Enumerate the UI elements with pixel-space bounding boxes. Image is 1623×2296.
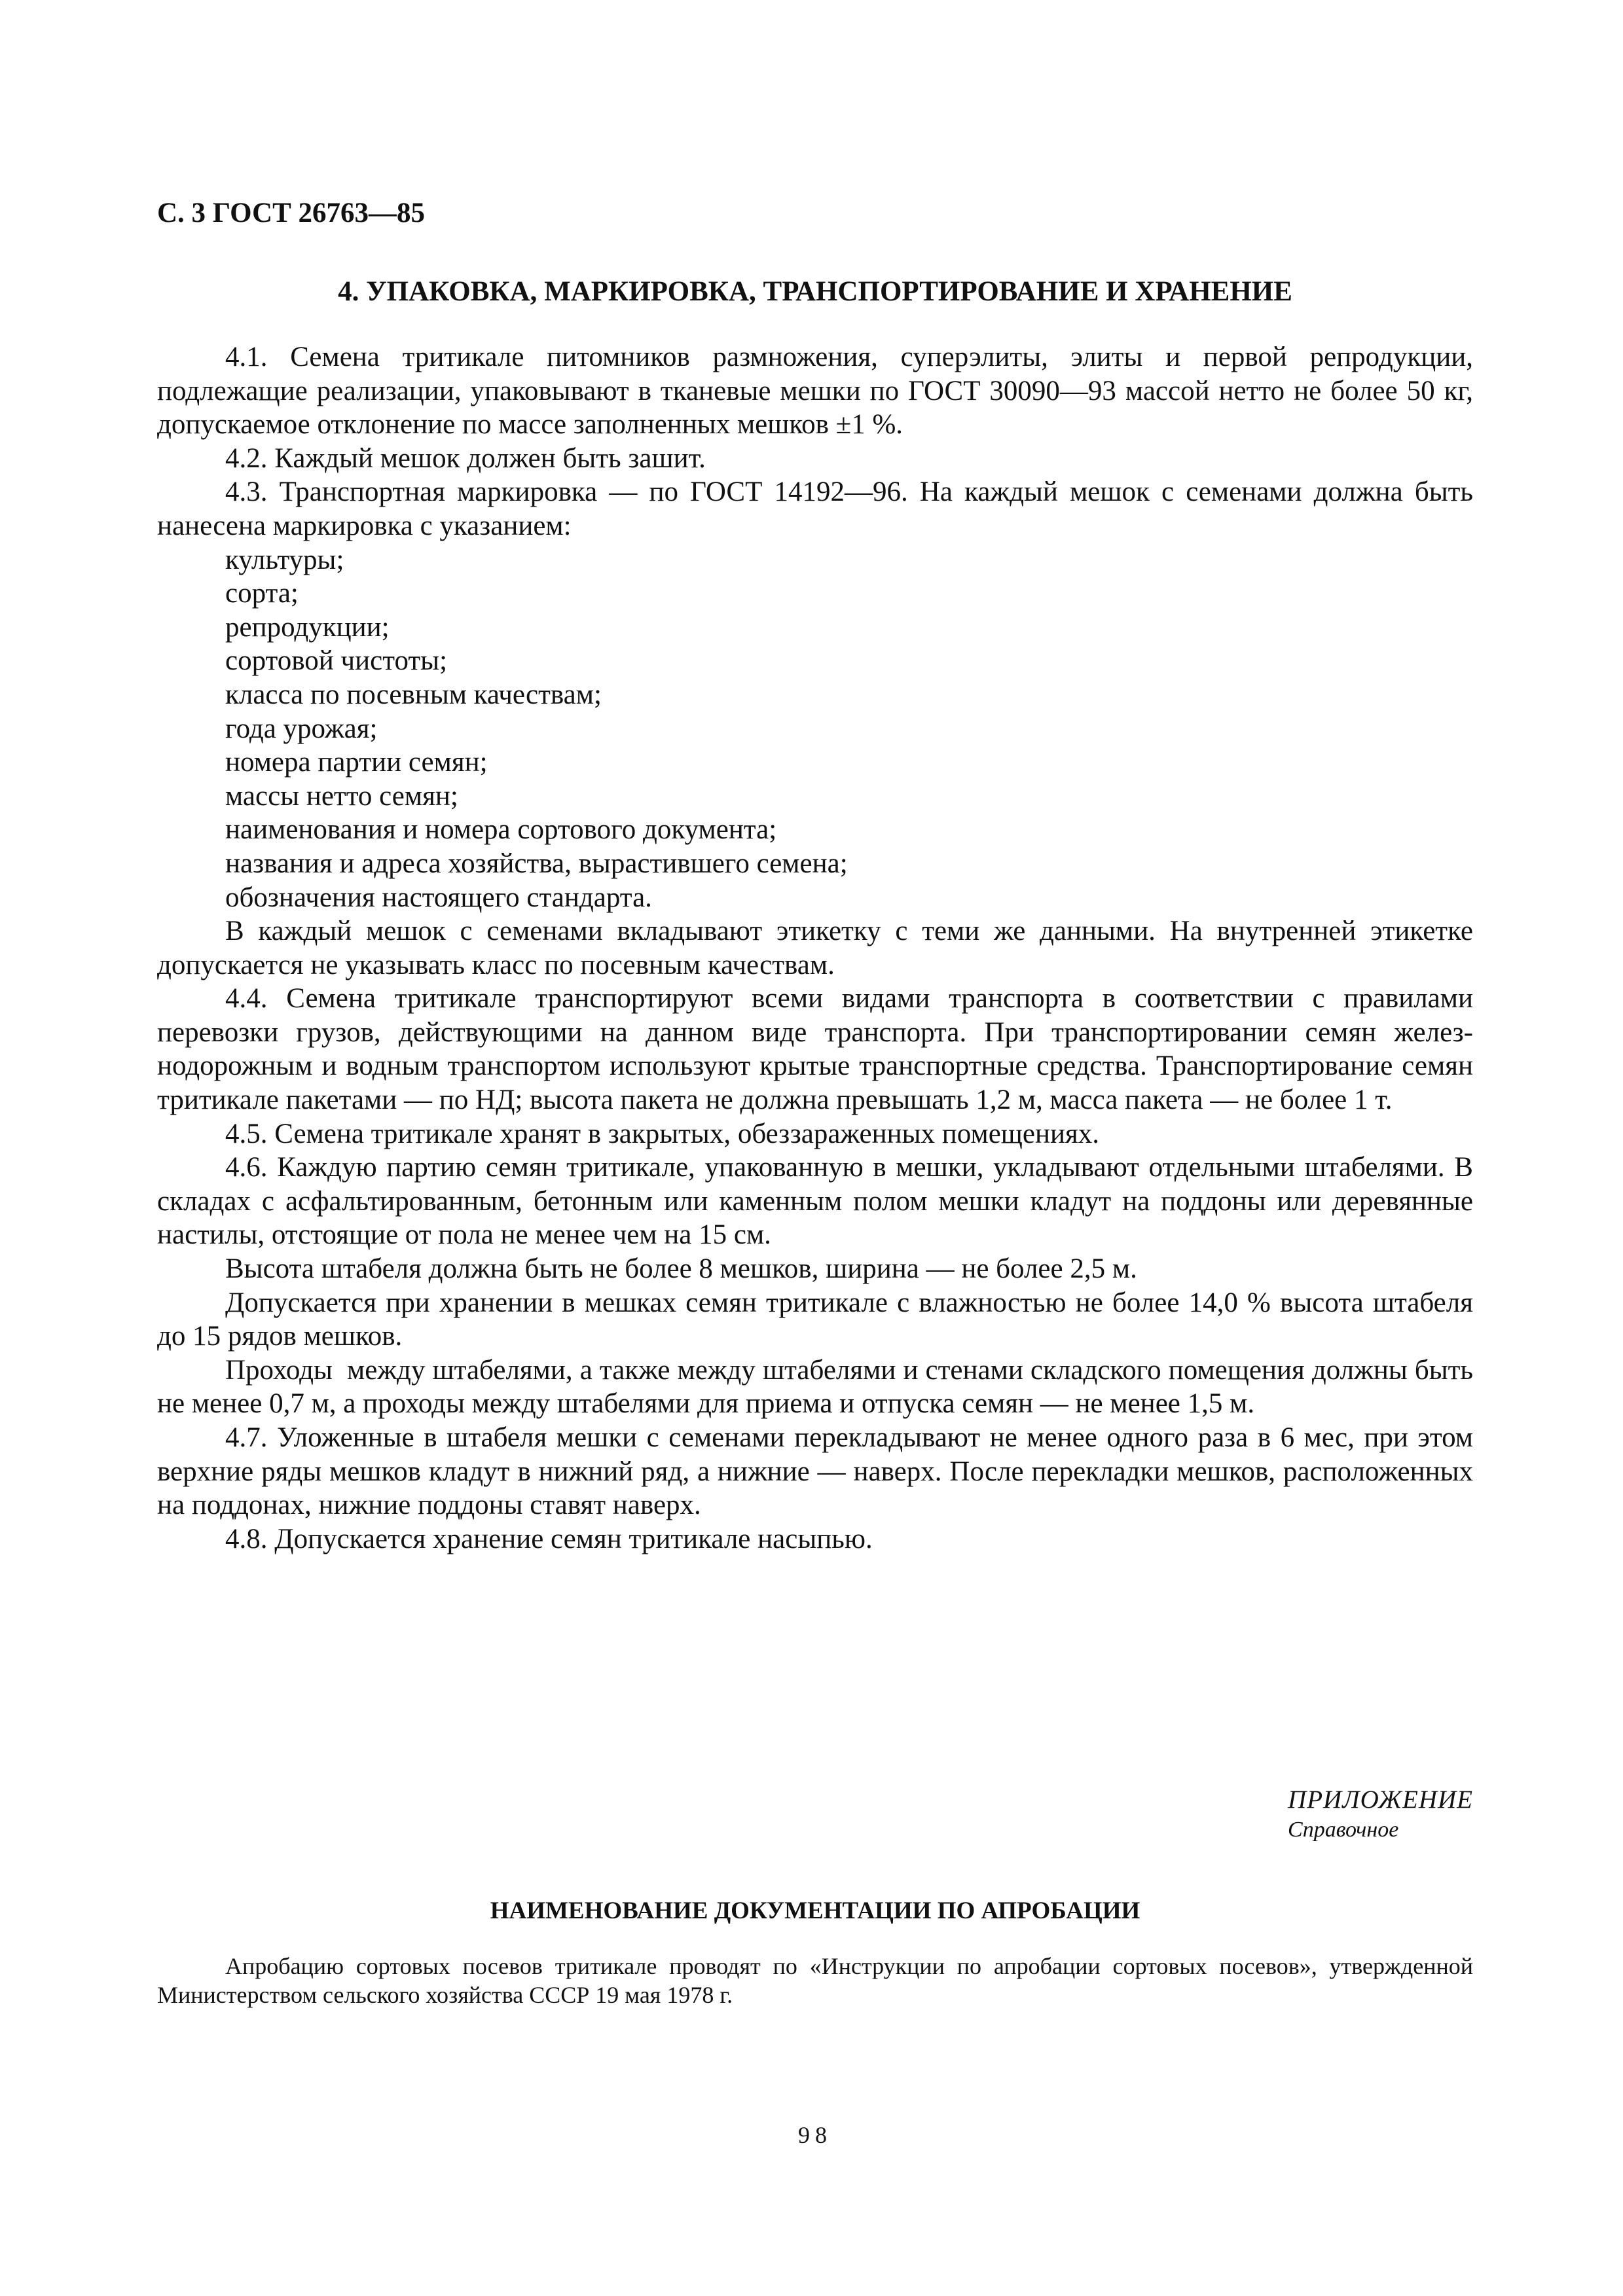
list-item: сорта; [225,578,299,609]
list-item: культуры; [225,544,344,575]
page-number: 98 [798,2122,832,2148]
paragraph-4-2: 4.2. Каждый мешок должен быть зашит. [225,442,706,474]
paragraph-4-4: 4.4. Семена тритикале транспортируют всеми видами транспорта в соответствии с правилами перевозки грузов, действующими на данном виде транспорта. При транспортировании семян железнодорожным и водным транспортом используют крытые транспортные средства. Транспортирование семян тритикале пакетами — по НД; высота пакета не должна превышать 1,2 м, масса пакета — не более 1 т. [157,983,1473,1116]
paragraph-4-8: 4.8. Допускается хранение семян тритикале насыпью. [225,1523,873,1554]
running-header: С. 3 ГОСТ 26763—85 [157,198,426,228]
appendix-title: НАИМЕНОВАНИЕ ДОКУМЕНТАЦИИ ПО АПРОБАЦИИ [490,1897,1140,1924]
appendix-text: Апробацию сортовых посевов тритикале проводят по «Инструкции по апробации сортовых посевов», утвержденной Министерством сельского хозяйства СССР 19 мая 1978 г. [157,1953,1473,2008]
appendix-heading [1288,1784,1473,1844]
list-item: репродукции; [225,611,390,643]
section-body [157,340,1480,1556]
document-page [157,0,1480,2296]
list-item: обозначения настоящего стандарта. [225,882,652,913]
paragraph-4-5: 4.5. Семена тритикале хранят в закрытых, обеззараженных помещениях. [225,1118,1100,1149]
paragraph-4-6: 4.6. Каждую партию семян тритикале, упакованную в мешки, укладывают отдельными штабелями. В складах с асфальтированным, бетонным или каменным полом мешки кладут на поддоны или деревянные настилы, отстоящие от пола не менее чем на 15 см. [157,1152,1473,1251]
appendix-subtitle: Справочное [1288,1818,1399,1842]
section-title: 4. УПАКОВКА, МАРКИРОВКА, ТРАНСПОРТИРОВАНИЕ И ХРАНЕНИЕ [338,276,1292,307]
list-item: массы нетто семян; [225,780,458,812]
paragraph-4-7: 4.7. Уложенные в штабеля мешки с семенами перекладывают не менее одного раза в 6 мес, при этом верхние ряды мешков кладут в нижний ряд, а нижние — наверх. После перекладки мешков, расположенных на поддонах, нижние поддоны ставят наверх. [157,1422,1473,1521]
paragraph-stack-moisture: Допускается при хранении в мешках семян тритикале с влажностью не более 14,0 % высота штабеля до 15 рядов мешков. [157,1287,1473,1352]
paragraph-4-3: 4.3. Транспортная маркировка — по ГОСТ 14192—96. На каждый мешок с семенами должна быть нанесена маркировка с указанием: [157,476,1473,541]
list-item: номера партии семян; [225,747,488,778]
list-item: класса по посевным качествам; [225,679,602,710]
appendix-label: ПРИЛОЖЕНИЕ [1288,1785,1473,1814]
list-item: наименования и номера сортового документа; [225,814,777,846]
paragraph-label: В каждый мешок с семенами вкладывают этикетку с теми же данными. На внутренней этикетке допускается не указывать класс по посевным качествам. [157,916,1473,980]
paragraph-4-1: 4.1. Семена тритикале питомников размножения, суперэлиты, элиты и первой репродукции, подлежащие реализации, упаковывают в тканевые мешки по ГОСТ 30090—93 массой нетто не более 50 кг, допускаемое отклонение по массе заполненных мешков ±1 %. [157,342,1473,440]
list-item: названия и адреса хозяйства, вырастившего семена; [225,848,848,879]
paragraph-passages: Проходы между штабелями, а также между штабелями и стенами складского помещения должны быть не менее 0,7 м, а проходы между штабелями для приема и отпуска семян — не менее 1,5 м. [157,1354,1480,1420]
marking-list [157,543,1473,915]
list-item: года урожая; [225,713,378,744]
list-item: сортовой чистоты; [225,645,448,677]
paragraph-stack-height: Высота штабеля должна быть не более 8 мешков, ширина — не более 2,5 м. [225,1253,1137,1285]
